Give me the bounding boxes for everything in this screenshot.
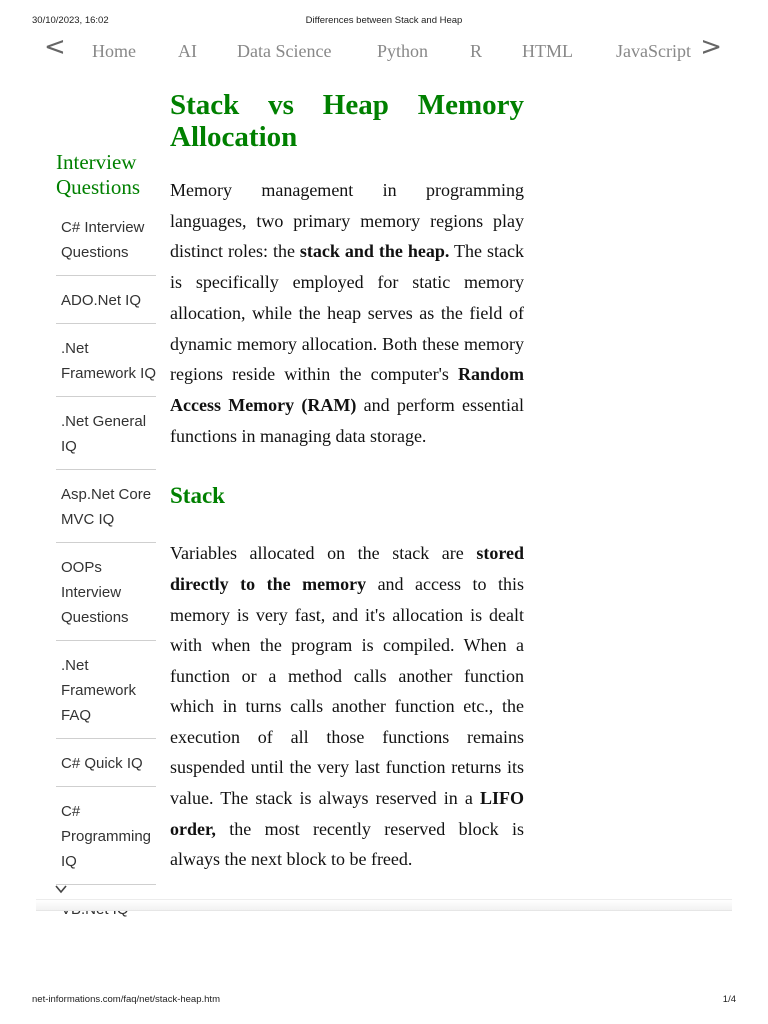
page-title: Stack vs Heap Memory Allocation: [170, 89, 524, 153]
print-timestamp: 30/10/2023, 16:02: [32, 15, 109, 26]
intro-text-1: Memory management in programming languages, two primary memory regions play distinct roles: the: [170, 180, 524, 262]
sidebar-item-csharp-quick-iq[interactable]: C# Quick IQ: [56, 748, 156, 787]
scroll-fade-divider: [36, 899, 732, 911]
section-heading-stack: Stack: [170, 483, 225, 509]
nav-item-python[interactable]: Python: [377, 41, 429, 61]
stack-paragraph: [170, 538, 524, 875]
sidebar-item-csharp-iq[interactable]: C# Interview Questions: [56, 212, 156, 276]
sidebar-item-oops-iq[interactable]: OOPs Interview Questions: [56, 552, 156, 641]
sidebar-item-net-framework-faq[interactable]: .Net Framework FAQ: [56, 650, 156, 739]
stack-text-2: and access to this memory is very fast, and it's allocation is dealt with when the program is compiled. When a function or a method calls another function which in turns calls another function etc., the execution of all those functions remains suspended until the very last function returns its value. The stack is always reserved in a: [170, 573, 524, 809]
chevron-down-icon[interactable]: [54, 882, 68, 896]
sidebar-item-csharp-programming-iq[interactable]: C# Programming IQ: [56, 796, 156, 885]
print-url: net-informations.com/faq/net/stack-heap.htm: [32, 994, 220, 1005]
nav-item-data-science[interactable]: Data Science: [237, 41, 332, 61]
sidebar-list: [56, 212, 156, 932]
print-document-title: Differences between Stack and Heap: [305, 15, 463, 26]
stack-text-3: the most recently reserved block is always the next block to be freed.: [170, 818, 524, 870]
print-page-number: 1/4: [722, 994, 736, 1005]
intro-text-3: and perform essential functions in managing data storage.: [170, 394, 524, 446]
stack-text-1: Variables allocated on the stack are: [170, 543, 477, 564]
sidebar-item-aspnet-core-mvc-iq[interactable]: Asp.Net Core MVC IQ: [56, 479, 156, 543]
nav-item-r[interactable]: R: [470, 41, 483, 61]
article: [170, 89, 524, 875]
sidebar: [56, 150, 156, 941]
nav-item-ai[interactable]: AI: [178, 41, 197, 61]
sidebar-item-net-general-iq[interactable]: .Net General IQ: [56, 406, 156, 470]
intro-paragraph: [170, 175, 524, 451]
sidebar-title: Interview Questions: [56, 150, 140, 199]
sidebar-item-adonet-iq[interactable]: ADO.Net IQ: [56, 285, 156, 324]
nav-item-home[interactable]: Home: [92, 41, 136, 61]
top-navigation: [36, 32, 732, 68]
nav-item-html[interactable]: HTML: [522, 41, 573, 61]
sidebar-item-net-framework-iq[interactable]: .Net Framework IQ: [56, 333, 156, 397]
print-footer: [32, 994, 736, 1008]
nav-prev-arrow-icon[interactable]: <: [44, 32, 66, 62]
stack-bold-2: LIFO order,: [170, 788, 524, 839]
intro-bold-2: Random Access Memory (RAM): [170, 364, 524, 415]
intro-bold-1: stack and the heap.: [299, 241, 450, 262]
nav-item-javascript[interactable]: JavaScript: [616, 41, 691, 61]
nav-next-arrow-icon[interactable]: >: [700, 32, 722, 62]
stack-bold-1: stored directly to the memory: [170, 543, 524, 594]
intro-text-2: The stack is specifically employed for static memory allocation, while the heap serves as the field of dynamic memory allocation. Both these memory regions reside within the computer's: [170, 241, 524, 385]
